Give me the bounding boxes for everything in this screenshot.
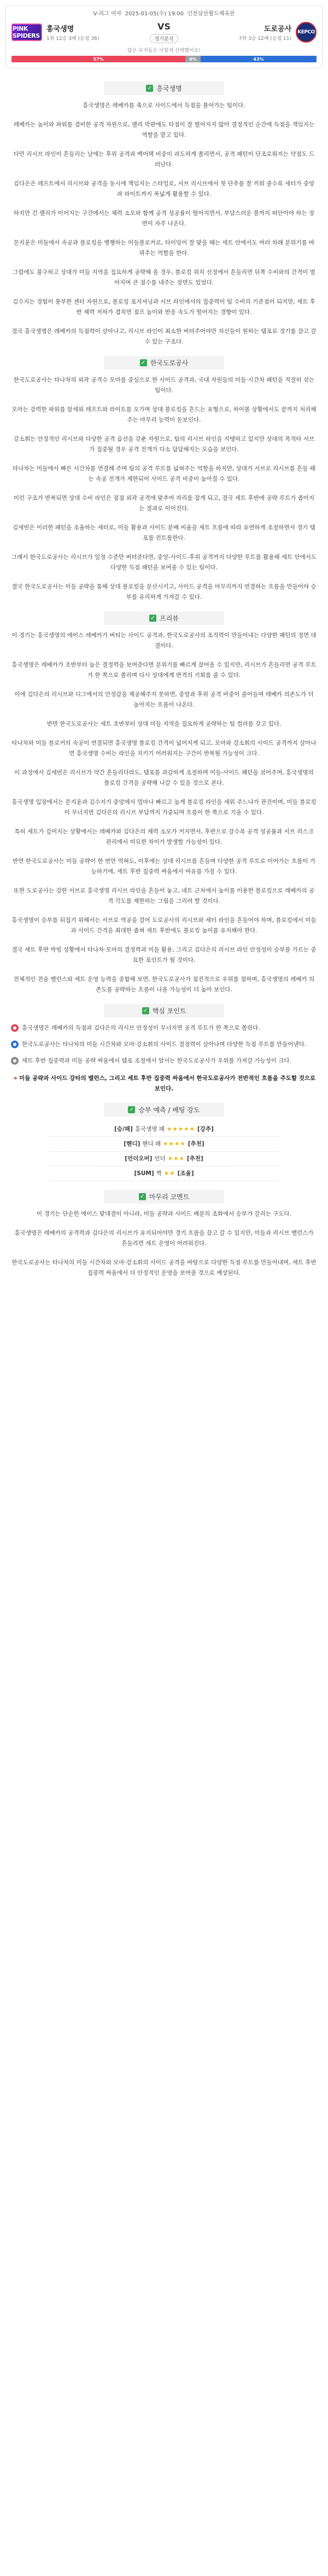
section-title-preview — [104, 611, 224, 625]
rating-stars: ★★★★ — [163, 1141, 186, 1147]
prediction-grade: [추천] — [188, 1141, 204, 1147]
league-line — [11, 10, 317, 18]
vote-note: 많은 유저들은 이렇게 선택했어요! — [127, 48, 201, 54]
paragraph: 다만 리시브 라인이 흔들리는 날에는 후위 공격과 백어택 비중이 과도하게 쏠리면서, 공격 패턴이 단조로워지는 약점도 드러난다. — [13, 151, 315, 168]
prediction-pick: 언더 — [154, 1155, 166, 1162]
match-date: 2025-01-05(수) 19:00 — [125, 11, 184, 17]
league-name: V-리그 여자 — [93, 11, 122, 17]
paragraph: 타나차는 미들에서 빠른 시간차를 연결해 주며 팀의 공격 루트를 넓혀주는 역할을 하지만, 상대가 서브로 리시브를 흔들 때는 속공 전개가 제한되어 사이드 공격 비중이 높아질 수 있다. — [13, 465, 315, 482]
paragraph: 모마는 강력한 파워를 앞세워 레프트와 라이트를 오가며 상대 블로킹을 흔드는 유형으로, 하이볼 상황에서도 끝까지 처리해주는 마무리 능력이 돋보인다. — [11, 406, 317, 423]
paragraph: 이 과정에서 김세빈은 리시브가 약간 흔들리더라도, 템포를 과감하게 조절하며 미들-사이드 패턴을 섞어주며, 흥국생명의 블로킹 간격을 공략해 나갈 수 있을 것으로 본다. — [14, 769, 314, 786]
arrow-right-icon: ➜ — [12, 1075, 17, 1082]
closing-comment — [11, 1209, 317, 1278]
key-point-text: 세트 후반 집중력과 미들 공략 싸움에서 템포 조절에서 앞서는 한국도로공사가 우위를 가져갈 가능성이 크다. — [22, 1058, 292, 1064]
bullet-icon — [11, 1057, 19, 1065]
rating-stars: ★★★ — [167, 1155, 185, 1162]
prediction-label: [핸디] — [124, 1141, 140, 1147]
paragraph: 반면 한국도로공사는 세트 초반부터 상대 미들 지역을 집요하게 공략하는 팀 컬러를 갖고 있다. — [46, 721, 282, 727]
paragraph: 그럼에도 불구하고 상대가 미들 지역을 집요하게 공략해 올 경우, 블로킹 위치 선정에서 흔들리면 뒤쪽 수비와의 간격이 벌어지며 큰 점수를 내주는 장면도 있었다. — [13, 269, 315, 286]
check-icon: ✓ — [139, 1193, 146, 1200]
paragraph: 반면 한국도로공사는 미들 공략이 한 번만 먹혀도, 이후에는 상대 리시브를 흔들며 다양한 공격 루트로 이어가는 흐름이 가능하기에, 세트 후반 집중력 싸움에서 여유를 가질 수 있다. — [13, 858, 315, 875]
rating-stars: ★★ — [163, 1170, 175, 1177]
section-title-home — [104, 81, 224, 95]
paragraph: 이 경기는 단순한 에이스 맞대결이 아니라, 미들 공략과 사이드 배분의 조화에서 승부가 갈리는 구도다. — [37, 1211, 291, 1217]
prediction-list — [49, 1122, 279, 1181]
check-icon: ✓ — [140, 359, 147, 366]
key-points — [11, 1023, 317, 1066]
vs-label: VS — [157, 21, 171, 32]
check-icon: ✓ — [146, 85, 153, 92]
prediction-label: [언더오버] — [125, 1155, 153, 1162]
paragraph: 흥국생명이 승부를 뒤집기 위해서는 서브로 역공을 걸어 도로공사의 리시브와 세터 라인을 흔들어야 하며, 블로킹에서 미들과 사이드 간격을 최대한 좁혀 세트 후반에도 블로킹 높이를 유지해야 한다. — [11, 917, 317, 934]
vs-block — [150, 21, 179, 43]
section-title-away — [104, 356, 224, 370]
prediction-grade: [강추] — [197, 1126, 214, 1132]
paragraph: 문지윤은 미들에서 속공과 블로킹을 병행하는 미들블로커로, 타이밍이 잘 맞을 때는 세트 안에서도 여러 차례 분위기를 바꿔주는 역할을 한다. — [13, 240, 315, 256]
paragraph: 강소휘는 안정적인 리시브와 다양한 공격 옵션을 갖춘 자원으로, 팀의 리시브 라인을 지탱하고 있지만 상대의 목적타 서브가 집중될 경우 공격 전개가 다소 답답해지는 모습을 보인다. — [13, 436, 315, 453]
vote-home-segment[interactable]: 57% — [11, 56, 185, 62]
paragraph: 하지만 긴 랠리가 이어지는 구간에서는 체력 소모와 함께 공격 성공률이 떨어지면서, 부담스러운 볼까지 떠안아야 하는 장면이 자주 나온다. — [13, 210, 315, 227]
paragraph: 이 경기는 흥국생명의 에이스 레베카가 버티는 사이드 공격과, 한국도로공사의 조직력이 만들어내는 다양한 패턴의 정면 대결이다. — [11, 632, 317, 649]
prediction-row — [49, 1152, 279, 1166]
prediction-label: [승/패] — [114, 1126, 133, 1132]
away-team-name: 도로공사 — [263, 25, 291, 33]
paragraph: 흥국생명은 레베카가 초반부터 높은 결정력을 보여준다면 분위기를 빠르게 끌어올 수 있지만, 리시브가 흔들리면 공격 루트가 한 쪽으로 쏠리며 다시 상대에게 반격의 기회를 줄 수 있다. — [11, 662, 317, 679]
vote-draw-segment[interactable]: 0% — [185, 56, 201, 62]
bullet-icon — [11, 1024, 19, 1032]
section-title-pick — [104, 1103, 224, 1117]
match-venue: 인천삼산월드체육관 — [187, 11, 235, 17]
paragraph: 결국 세트 후반 박빙 상황에서 타나차·모마의 결정력과 미들 활용, 그리고 김다은의 리시브 라인 안정성이 승부를 가르는 중요한 포인트가 될 것이다. — [11, 947, 317, 963]
prediction-pick: 짝 — [156, 1170, 162, 1177]
prediction-grade: [조율] — [177, 1170, 194, 1177]
key-point — [11, 1039, 317, 1049]
preview-analysis — [11, 630, 317, 995]
home-team-logo: PINK SPIDERS — [11, 24, 42, 41]
article-body — [0, 68, 328, 1304]
key-point — [11, 1023, 317, 1033]
vote-away-segment[interactable]: 43% — [201, 56, 317, 62]
section-title-text: 한국도로공사 — [150, 359, 189, 367]
highlight-text: 미들 공략과 사이드 강타의 밸런스, 그리고 세트 후반 집중력 싸움에서 한국도로공사가 전반적인 흐름을 주도할 것으로 보인다. — [19, 1075, 316, 1092]
highlight-summary — [11, 1073, 317, 1094]
bullet-icon — [11, 1041, 19, 1048]
prediction-row — [49, 1122, 279, 1137]
check-icon: ✓ — [142, 1007, 149, 1014]
paragraph: 결국 한국도로공사는 미들 공략을 통해 상대 블로킹을 분산시키고, 사이드 공격을 마무리까지 연결하는 흐름을 만들어야 승부를 유리하게 가져갈 수 있다. — [11, 583, 317, 600]
prediction-label: [SUM] — [134, 1170, 154, 1177]
key-point — [11, 1056, 317, 1066]
section-title-text: 프리뷰 — [160, 615, 179, 622]
home-team-record: 1위 12승 3패 (승점 36) — [46, 36, 99, 42]
key-point-text: 한국도로공사는 타나차의 미들 시간차와 모마·강소휘의 사이드 결정력이 살아나며 다양한 득점 루트를 만들어낸다. — [22, 1041, 307, 1048]
paragraph: 김수지는 경험이 풍부한 센터 자원으로, 블로킹 포지셔닝과 서브 라인에서의 집중력이 팀 수비의 기준점이 되지만, 세트 후반 체력 저하가 겹치면 점프 높이와 반응 속도가 떨어지는 경향이 있다. — [13, 299, 315, 316]
paragraph: 전체적인 전술 밸런스와 세트 운영 능력을 종합해 보면, 한국도로공사가 점진적으로 우위를 점하며, 흥국생명의 레베카 의존도를 공략하는 흐름이 나올 가능성이 더 높아 보인다. — [13, 976, 315, 993]
home-team-name: 흥국생명 — [46, 25, 74, 33]
section-title-comment — [104, 1190, 224, 1204]
rating-stars: ★★★★★ — [166, 1126, 195, 1132]
away-analysis — [11, 375, 317, 603]
paragraph: 흥국생명 입장에서는 문지윤과 김수지가 중앙에서 얼마나 빠르고 높게 블로킹 라인을 세워 주느냐가 관건이며, 미들 블로킹이 무너지면 김다은의 리시브 부담까지 가중되며 흐름이 한 쪽으로 기울 수 있다. — [11, 799, 317, 816]
paragraph: 이런 구조가 반복되면 상대 수비 라인은 점점 외곽 공격에 맞추어 자리를 잡게 되고, 결국 세트 후반에 공략 루트가 좁아지는 결과로 이어진다. — [13, 495, 315, 512]
away-team-logo: KEPCO — [296, 22, 317, 43]
check-icon: ✓ — [128, 1106, 135, 1113]
match-header — [5, 5, 323, 68]
paragraph: 흥국생명은 레베카의 공격력과 김다은의 리시브가 유지되어야만 경기 흐름을 끌고 갈 수 있지만, 미들과 리시브 밸런스가 흔들리면 세트 운영이 어려워진다. — [14, 1230, 314, 1247]
section-title-text: 승부 예측 / 베팅 강도 — [138, 1106, 200, 1114]
vote-bar[interactable] — [11, 56, 317, 62]
paragraph: 한국도로공사는 타나차의 미들 시간차와 모마·강소휘의 사이드 공격을 바탕으로 다양한 득점 루트를 만들어내며, 세트 후반 집중력 싸움에서 더 안정적인 운영을 보여줄 것으로 예상된다. — [11, 1259, 317, 1276]
paragraph: 결국 흥국생명은 레베카의 득점력이 살아나고, 리시브 라인이 최소한 버텨주어야만 자신들이 원하는 템포로 경기를 끌고 갈 수 있는 구조다. — [11, 328, 317, 345]
home-analysis — [11, 101, 317, 347]
analysis-button[interactable]: 경기분석 — [150, 34, 179, 43]
prediction-row — [49, 1166, 279, 1181]
prediction-pick: 핸디 패 — [142, 1141, 161, 1147]
paragraph: 그래서 한국도로공사는 리시브가 일정 수준만 버텨준다면, 중앙-사이드-후위 공격까지 다양한 루트를 활용해 세트 안에서도 다양한 득점 패턴을 보여줄 수 있는 팀이다. — [11, 554, 317, 571]
paragraph: 김다은은 레프트에서 리시브와 공격을 동시에 책임지는 스타일로, 서브 리시브에서 첫 단추를 잘 끼워 줄수록 세터가 중앙과 라이트까지 폭넓게 활용할 수 있다. — [13, 180, 315, 197]
key-point-text: 흥국생명은 레베카의 득점과 김다은의 리시브 안정성이 무너지면 공격 루트가 한 쪽으로 쏠린다. — [22, 1025, 260, 1031]
home-team[interactable] — [11, 23, 146, 42]
section-title-key — [104, 1004, 224, 1018]
paragraph: 특히 세트가 길어지는 상황에서는 레베카와 김다은의 체력 소모가 커지면서, 후반으로 갈수록 공격 성공률과 서브 리스크 관리에서 미묘한 차이가 발생할 가능성이 있다. — [14, 828, 314, 845]
paragraph: 또한 도로공사는 강한 서브로 흥국생명 리시브 라인을 흔들어 놓고, 네트 근처에서 높이를 이용한 블로킹으로 레베카의 공격 각도를 제한하는 그림을 그리려 할 것이다. — [13, 887, 315, 904]
section-title-text: 핵심 포인트 — [152, 1007, 186, 1015]
paragraph: 이에 김다은의 리시브와 디그에서의 안정감을 제공해주지 못하면, 중앙과 후위 공격 비중이 줄어들며 레베카 의존도가 더 높아지는 흐름이 나온다. — [14, 691, 314, 708]
away-team[interactable] — [182, 22, 317, 43]
prediction-pick: 흥국생명 패 — [134, 1126, 165, 1132]
prediction-row — [49, 1137, 279, 1152]
paragraph: 흥국생명은 레베카를 축으로 사이드에서 득점을 풀어가는 팀이다. — [83, 102, 245, 109]
away-team-record: 7위 3승 12패 (승점 11) — [238, 36, 291, 42]
section-title-text: 마무리 코멘트 — [149, 1193, 190, 1201]
section-title-text: 흥국생명 — [156, 85, 182, 92]
paragraph: 김세빈은 이러한 패턴을 조율하는 세터로, 미들 활용과 사이드 분배 비율을 세트 흐름에 따라 유연하게 조절하면서 경기 템포를 컨트롤한다. — [13, 524, 315, 541]
paragraph: 레베카는 높이와 파워를 겸비한 공격 자원으로, 랠리 막판에도 타점이 잘 떨어지지 않아 결정적인 순간에 득점을 책임지는 역할을 맡고 있다. — [13, 121, 315, 138]
paragraph: 한국도로공사는 타나차의 외곽 공격수 모마를 중심으로 한 사이드 공격과, 국내 자원들의 미들·시간차 패턴을 적절히 섞는 팀이다. — [13, 377, 315, 394]
teams-row — [11, 21, 317, 43]
prediction-grade: [추천] — [186, 1155, 203, 1162]
paragraph: 타나차와 미들 블로커의 속공이 연결되면 흥국생명 블로킹 간격이 넓어지게 되고, 모마와 강소휘의 사이드 공격까지 살아나면 흥국생명 수비는 라인을 지키기 어려워지는 구간이 반복될 가능성이 크다. — [11, 740, 317, 757]
check-icon: ✓ — [149, 615, 156, 622]
